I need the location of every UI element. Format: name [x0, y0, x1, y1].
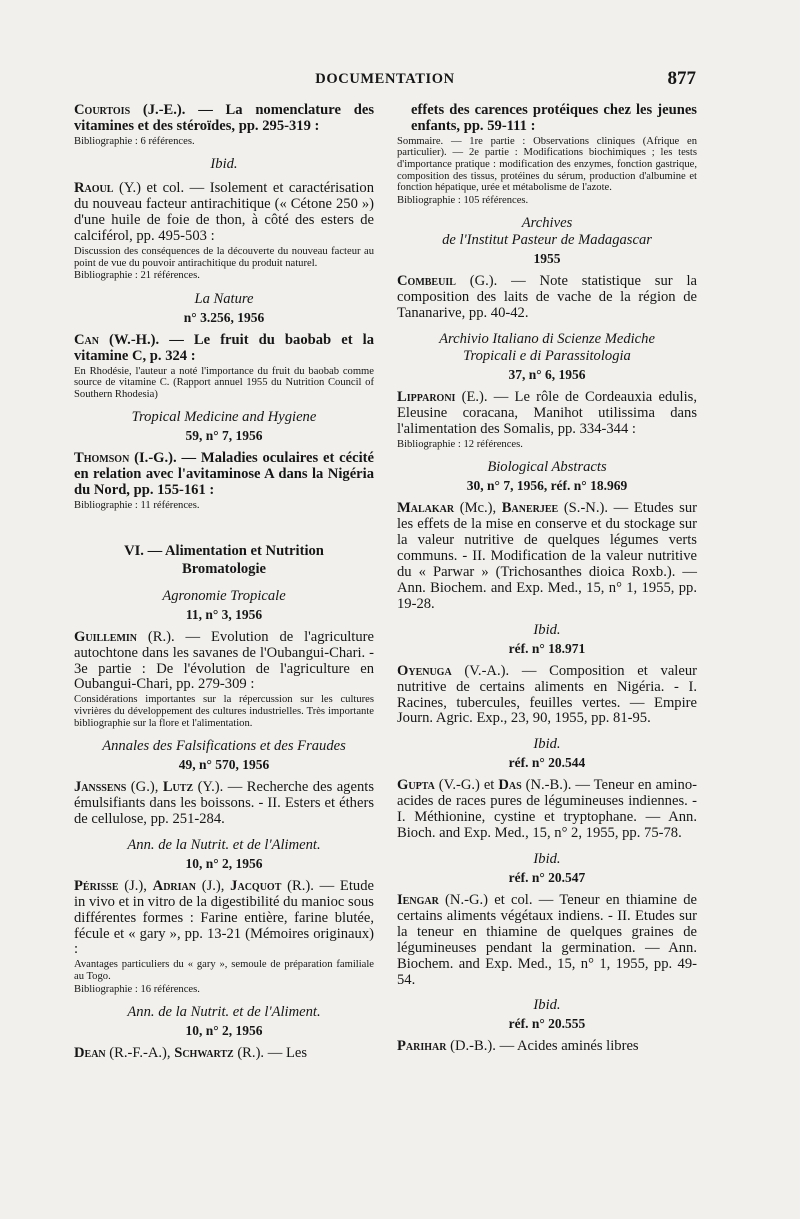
- source-issue: 37, n° 6, 1956: [508, 367, 586, 383]
- source-title-line: de l'Institut Pasteur de Madagascar: [442, 232, 652, 249]
- bibliography-entry: [397, 501, 697, 612]
- author-name: Can: [74, 331, 99, 348]
- entry-text: (I.-G.). — Maladies oculaires et cécité en relation avec l'avitaminose A dans la Nigéria du Nord, pp. 155-161 :: [74, 450, 374, 499]
- bibliography-entry: [74, 103, 374, 147]
- bibliography-entry: [74, 181, 374, 281]
- entry-text: (J.),: [196, 877, 231, 894]
- entry-note: Bibliographie : 11 références.: [74, 500, 200, 512]
- source-title: Ann. de la Nutrit. et de l'Aliment.: [127, 1004, 321, 1021]
- author-name: Guillemin: [74, 628, 138, 645]
- source-title: [397, 215, 697, 249]
- source-title: Ibid.: [533, 997, 561, 1014]
- entry-text: (R.-F.-A.),: [105, 1045, 175, 1062]
- source-issue: réf. n° 20.547: [508, 870, 586, 885]
- author-name: Schwartz: [174, 1045, 234, 1062]
- author-name: Iengar: [397, 892, 439, 908]
- bibliography-entry: [397, 274, 697, 322]
- entry-text: (S.-N.). — Etudes sur les effets de la mise en conserve et du stockage sur la valeur nutritive de quelques légumes verts communs. - II. Modification de la valeur nutritive du « Parwar » (Trichosanthes dioica Roxb.). — Ann. Biochem. and Exp. Med., 15, n° 1, 1955, pp. 19-28.: [397, 500, 697, 612]
- source-title-line: Archivio Italiano di Scienze Mediche: [439, 331, 655, 348]
- bibliography-entry: [74, 333, 374, 401]
- entry-text: (G.). — Note statistique sur la composition des laits de vache de la région de Tananarive, pp. 40-42.: [397, 273, 697, 322]
- entry-text: (J.-E.). — La nomenclature des vitamines et des stéroïdes, pp. 295-319 :: [74, 102, 374, 134]
- source-issue: 1955: [533, 251, 561, 267]
- bibliography-entry: [397, 103, 697, 206]
- entry-note: Sommaire. — 1re partie : Observations cliniques (Afrique en particulier). — 2e partie : Modifications biochimiques ; les tests d'importance pratique : modification des enzymes, fonction gastrique, composition des tissus, protéines du sérum, production d'albumine et fonction hépatique, urée et métabolisme de l'azote.: [397, 135, 697, 194]
- author-name: Dean: [74, 1045, 106, 1062]
- entry-text: (R.). — Les: [233, 1045, 308, 1062]
- source-title: Ibid.: [210, 156, 238, 173]
- source-title: Annales des Falsifications et des Fraudes: [102, 738, 346, 755]
- bibliography-entry: [397, 664, 697, 728]
- source-issue: 49, n° 570, 1956: [178, 757, 270, 773]
- bibliography-entry: [74, 1046, 374, 1062]
- bibliography-entry: [74, 451, 374, 511]
- entry-text: (V.-A.). — Composition et valeur nutritive de certains aliments en Nigéria. - I. Racines, tubercules, feuilles vertes. — Empire Journ. Agric. Exp., 23, 90, 1955, pp. 81-95.: [397, 662, 697, 727]
- author-name: Thomson: [74, 450, 130, 467]
- bibliography-entry: [397, 390, 697, 450]
- bibliography-entry: [397, 778, 697, 842]
- entry-text: (G.),: [126, 779, 163, 796]
- source-issue: 10, n° 2, 1956: [185, 1023, 263, 1039]
- author-name: Raoul: [74, 180, 114, 197]
- right-column: [397, 103, 697, 1064]
- entry-note: Bibliographie : 21 références.: [74, 270, 200, 282]
- entry-note: Bibliographie : 16 références.: [74, 983, 200, 995]
- author-name: Banerjee: [501, 500, 559, 517]
- source-title: Ibid.: [533, 851, 561, 867]
- bibliography-entry: [74, 879, 374, 995]
- entry-note: Considérations importantes sur la répercussion sur les cultures vivrières du développement des cultures industrielles. Très importante bibliographie sur la flore et l'alimentation.: [74, 694, 374, 729]
- bibliography-entry: [74, 780, 374, 828]
- source-title: Agronomie Tropicale: [162, 587, 286, 604]
- author-name: Janssens: [74, 779, 127, 796]
- entry-note: Discussion des conséquences de la découverte du nouveau facteur au point de vue du pouvoir antirachitique du produit naturel.: [74, 246, 374, 269]
- running-title: DOCUMENTATION: [315, 71, 455, 87]
- entry-text: (Y.) et col. — Isolement et caractérisation du nouveau facteur antirachitique (« Cétone 250 ») d'une huile de foie de thon, à côté des esters de calciférol, pp. 495-503 :: [74, 180, 374, 245]
- author-name: Gupta: [397, 777, 435, 794]
- source-title: Tropical Medicine and Hygiene: [131, 409, 317, 426]
- source-issue: 59, n° 7, 1956: [185, 428, 263, 444]
- source-issue: 11, n° 3, 1956: [185, 606, 263, 622]
- source-issue: n° 3.256, 1956: [183, 309, 265, 325]
- source-title: Ibid.: [533, 736, 561, 753]
- page-header: [74, 68, 696, 92]
- source-title: La Nature: [194, 290, 254, 307]
- author-name: Oyenuga: [397, 662, 452, 679]
- source-title: [397, 331, 697, 365]
- author-name: Das: [498, 777, 522, 794]
- entry-text: (Mc.),: [454, 500, 502, 517]
- author-name: Lutz: [162, 779, 194, 796]
- entry-text: (N.-G.) et col. — Teneur en thiamine de certains aliments végétaux indiens. - II. Etudes sur la teneur en thiamine de quelques graines de légumineuses pendant la germination. — Ann. Biochem. and Exp. Med., 15, n° 1, 1955, pp. 49-54.: [397, 892, 697, 988]
- source-issue: réf. n° 18.971: [508, 640, 586, 656]
- author-name: Périsse: [74, 877, 119, 894]
- source-issue: 10, n° 2, 1956: [185, 855, 263, 871]
- author-name: Jacquot: [230, 877, 282, 894]
- entry-text: (Y.). — Recherche des agents émulsifiants dans les boissons. - II. Esters et éthers de cellulose, pp. 251-284.: [74, 779, 374, 827]
- entry-text: (V.-G.) et: [434, 777, 499, 794]
- entry-note: Bibliographie : 105 références.: [397, 194, 529, 206]
- bibliography-entry: [397, 1039, 697, 1055]
- source-issue: réf. n° 20.544: [508, 755, 586, 771]
- section-heading: [74, 542, 374, 578]
- source-title-line: Archives: [521, 215, 573, 232]
- source-title: Biological Abstracts: [487, 459, 607, 476]
- left-column: [74, 103, 374, 1071]
- bibliography-entry: [397, 893, 697, 988]
- source-issue: réf. n° 20.555: [508, 1016, 586, 1032]
- source-issue: 30, n° 7, 1956, réf. n° 18.969: [466, 478, 628, 494]
- entry-text: (R.). — Etude in vivo et in vitro de la digestibilité du manioc sous différentes formes : Farine entière, farine blutée, fécule et « gary », pp. 13-21 (Mémoires originaux) :: [74, 877, 374, 958]
- entry-text: (R.). — Evolution de l'agriculture autochtone dans les savanes de l'Oubangui-Chari. - 3e partie : De l'évolution de l'agriculture en Oubangui-Chari, pp. 279-309 :: [74, 628, 374, 693]
- author-name: Malakar: [397, 500, 455, 517]
- entry-text: (J.),: [118, 877, 153, 894]
- author-name: Lipparoni: [397, 389, 456, 406]
- entry-text: (E.). — Le rôle de Cordeauxia edulis, Eleusine coracana, Manihot utilissima dans l'alimentation des Somalis, pp. 334-344 :: [397, 389, 697, 437]
- entry-note: Bibliographie : 12 références.: [397, 438, 523, 450]
- author-name: Adrian: [152, 877, 196, 894]
- entry-text: (N.-B.). — Teneur en amino-acides de races pures de légumineuses indiennes. - I. Méthionine, cystine et tryptophane. — Ann. Bioch. and Exp. Med., 15, n° 2, 1955, pp. 75-78.: [397, 777, 697, 842]
- entry-note: En Rhodésie, l'auteur a noté l'importance du fruit du baobab comme source de vitamine C. (Rapport annuel 1955 du Nutrition Council of Southern Rhodesia): [74, 365, 374, 400]
- page-number: 877: [667, 68, 696, 89]
- entry-note: Bibliographie : 6 références.: [74, 135, 195, 147]
- section-heading-line: VI. — Alimentation et Nutrition: [124, 542, 324, 559]
- source-title: Ibid.: [533, 621, 561, 638]
- source-title-line: Tropicali e di Parassitologia: [463, 348, 631, 365]
- author-name: Combeuil: [397, 273, 456, 290]
- source-title: Ann. de la Nutrit. et de l'Aliment.: [127, 836, 321, 853]
- entry-text: (W.-H.). — Le fruit du baobab et la vitamine C, p. 324 :: [74, 331, 374, 364]
- section-heading-line: Bromatologie: [181, 560, 267, 577]
- entry-text: effets des carences protéiques chez les jeunes enfants, pp. 59-111 :: [411, 102, 697, 134]
- entry-text: (D.-B.). — Acides aminés libres: [446, 1038, 639, 1055]
- author-name: Parihar: [397, 1038, 447, 1055]
- author-name: Courtois: [74, 102, 131, 118]
- entry-note: Avantages particuliers du « gary », semoule de préparation familiale au Togo.: [74, 959, 374, 982]
- bibliography-entry: [74, 630, 374, 729]
